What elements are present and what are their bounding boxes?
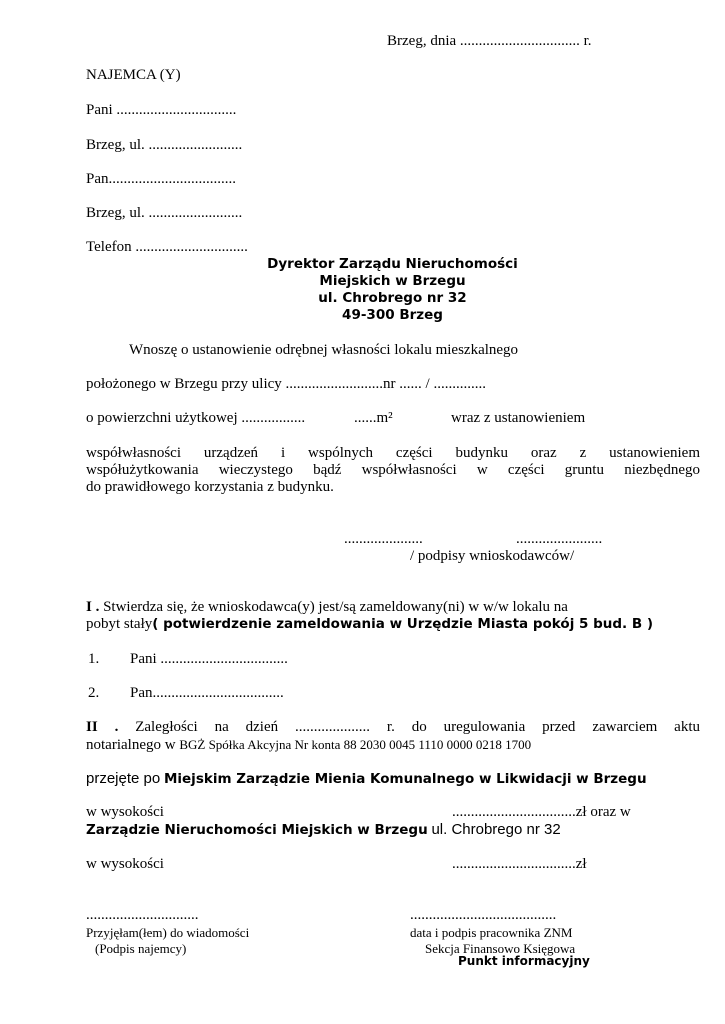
section-2-line-2 [86, 736, 531, 754]
section-2-numeral: II . [86, 719, 119, 735]
section-1-numeral: I . [86, 599, 100, 615]
tenant-line-phone: Telefon .............................. [86, 239, 248, 255]
section-1-line-1 [86, 599, 568, 616]
tenant-line-street-1: Brzeg, ul. ......................... [86, 137, 243, 153]
request-line-3a: o powierzchni użytkowej ................. [86, 410, 306, 426]
section-2-line-5-bold: Zarządzie Nieruchomości Miejskich w Brzegu [86, 822, 428, 838]
addressee-line-2: Miejskich w Brzegu [319, 273, 466, 289]
section-1-line-2 [86, 616, 653, 633]
signature-dots-left: ..................... [344, 531, 423, 547]
section-1-item-2-number: 2. [88, 685, 100, 701]
request-paragraph-line-1: współwłasności urządzeń i wspólnych części budynku oraz z ustanowieniem [86, 445, 700, 461]
footer-right-label-3: Punkt informacyjny [458, 954, 590, 968]
footer-right-label-1: data i podpis pracownika ZNM [410, 925, 573, 940]
section-1-line-2-plain: pobyt stały [86, 616, 153, 632]
section-1-item-1-number: 1. [88, 651, 100, 667]
section-2-line-6b: .................................zł [452, 856, 587, 872]
bank-account: BGŻ Spółka Akcyjna Nr konta 88 2030 0045 1110 0000 0218 1700 [179, 737, 532, 752]
signature-label: / podpisy wnioskodawców/ [410, 548, 575, 564]
section-2-line-4a: w wysokości [86, 804, 164, 820]
section-2-line-6a: w wysokości [86, 856, 164, 872]
addressee-line-4: 49-300 Brzeg [342, 307, 443, 323]
footer-right-label-2: Sekcja Finansowo Księgowa [425, 941, 576, 956]
section-1-item-2-text: Pan................................... [130, 685, 284, 701]
section-2-line-5-plain: ul. Chrobrego nr 32 [431, 821, 561, 838]
addressee-line-1: Dyrektor Zarządu Nieruchomości [267, 256, 518, 272]
section-2-line-5 [86, 821, 561, 839]
tenant-title: NAJEMCA (Y) [86, 67, 181, 83]
section-2-line-3 [86, 770, 647, 788]
request-line-2: położonego w Brzegu przy ulicy ..........................nr ...... / .............. [86, 376, 486, 392]
footer-left-label-1: Przyjęłam(łem) do wiadomości [86, 925, 250, 940]
request-paragraph-line-3: do prawidłowego korzystania z budynku. [86, 479, 334, 495]
request-line-3b: ......m² [354, 410, 393, 426]
section-1-item-1-text: Pani .................................. [130, 651, 288, 667]
footer-left-dots: .............................. [86, 907, 199, 923]
addressee-line-3: ul. Chrobrego nr 32 [318, 290, 467, 306]
section-2-line-2a: notarialnego w [86, 737, 176, 753]
tenant-line-street-2: Brzeg, ul. ......................... [86, 205, 243, 221]
section-2-text: Zaległości na dzień .................... r. do uregulowania przed zawarciem aktu [135, 719, 700, 735]
section-2-line-3-bold: Miejskim Zarządzie Mienia Komunalnego w Likwidacji w Brzegu [163, 771, 647, 787]
section-1-line-2-bold: ( potwierdzenie zameldowania w Urzędzie Miasta pokój 5 bud. B ) [152, 616, 654, 632]
footer-left-label-2: (Podpis najemcy) [95, 941, 187, 956]
section-2-line-1 [86, 719, 700, 736]
section-1-text: Stwierdza się, że wnioskodawca(y) jest/są zameldowany(ni) w w/w lokalu na [103, 599, 568, 615]
tenant-line-pani: Pani ................................ [86, 102, 237, 118]
section-2-line-4b: .................................zł oraz w [452, 804, 631, 820]
section-2-line-3-plain: przejęte po [86, 770, 161, 787]
date-line: Brzeg, dnia ................................ r. [387, 33, 592, 49]
request-line-3c: wraz z ustanowieniem [451, 410, 586, 426]
footer-right-dots: ....................................... [410, 907, 557, 923]
request-paragraph-line-2: współużytkowania wieczystego bądź współwłasności w części gruntu niezbędnego [86, 462, 700, 478]
request-line-1: Wnoszę o ustanowienie odrębnej własności lokalu mieszkalnego [129, 342, 519, 358]
signature-dots-right: ....................... [516, 531, 603, 547]
tenant-line-pan: Pan.................................. [86, 171, 236, 187]
